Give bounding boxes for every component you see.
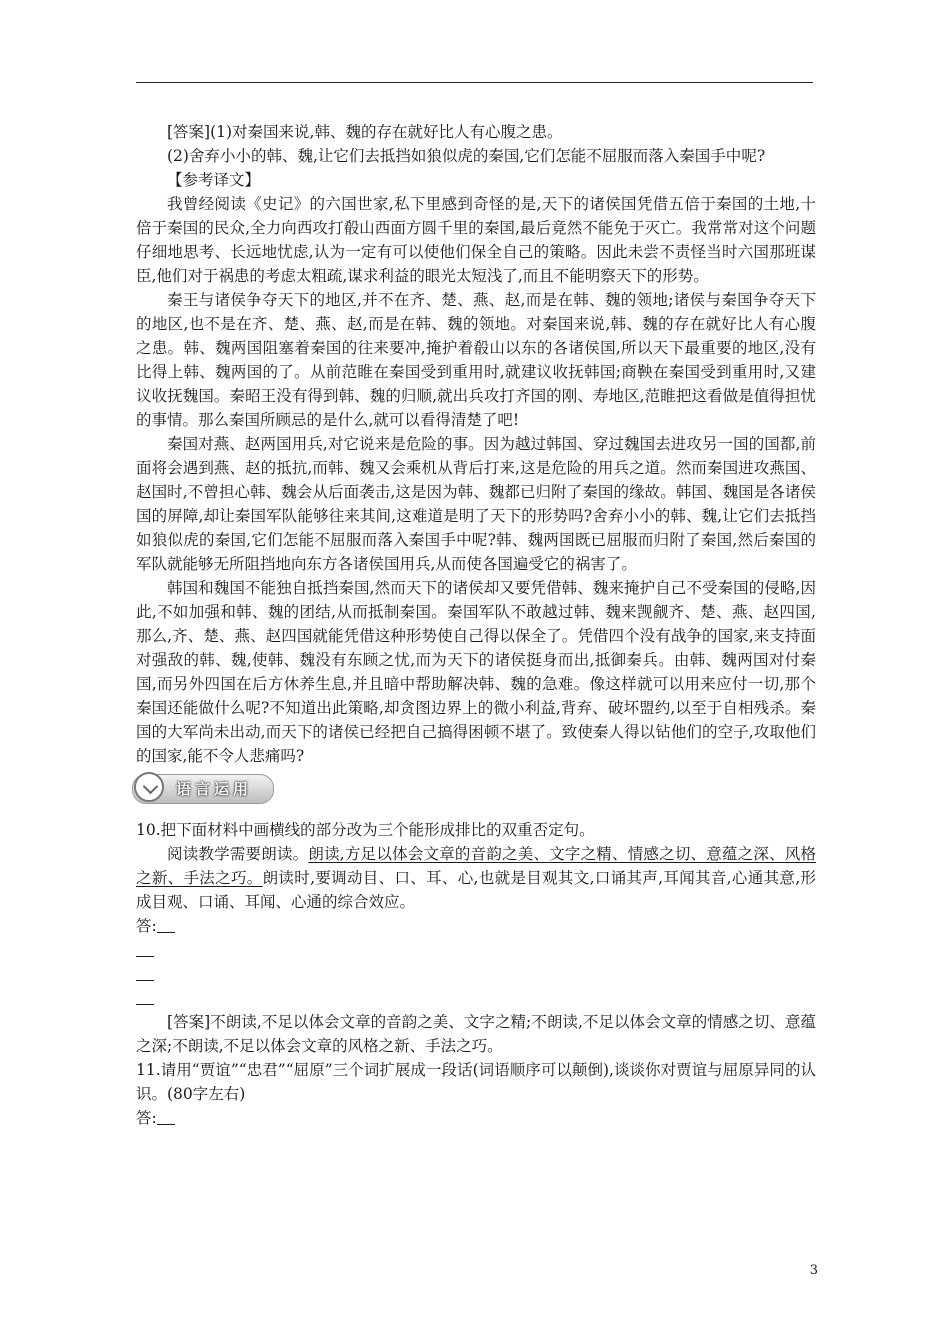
answer-blank[interactable]	[157, 1110, 175, 1125]
question-10-answer: [答案]不朗读,不足以体会文章的音韵之美、文字之精;不朗读,不足以体会文章的情感之切、意蕴之深;不朗读,不足以体会文章的风格之新、手法之巧。	[136, 1013, 816, 1055]
translation-heading: 【参考译文】	[167, 171, 261, 189]
page-body	[136, 120, 816, 1130]
translation-paragraph-1: 我曾经阅读《史记》的六国世家,私下里感到奇怪的是,天下的诸侯国凭借五倍于秦国的土地,十倍于秦国的民众,全力向西攻打殽山西面方圆千里的秦国,最后竟然不能免于灭亡。我常常对这个问题仔细地思考、长远地忧虑,认为一定有可以使他们保全自己的策略。因此未尝不责怪当时六国那班谋臣,他们对于祸患的考虑太粗疏,谋求利益的眼光太短浅了,而且不能明察天下的形势。	[136, 195, 816, 285]
answer-blank[interactable]	[157, 918, 175, 933]
answer-blank-line-3[interactable]	[136, 962, 816, 986]
question-11-answer-line	[136, 1106, 816, 1130]
material-underlined: 朗读,方足以体会文章的音韵之美、文字之精、情感之切、意蕴之深、风格之新、手法之巧。	[136, 845, 816, 887]
answer-line-1: [答案](1)对秦国来说,韩、魏的存在就好比人有心腹之患。	[167, 123, 563, 141]
header-rule	[136, 82, 813, 83]
question-11-prompt: 11.请用“贾谊”“忠君”“屈原”三个词扩展成一段话(词语顺序可以颠倒),谈谈你对贾谊与屈原异同的认识。(80字左右)	[136, 1061, 816, 1103]
chevron-circle-icon	[134, 772, 164, 802]
answer-blank-line-2[interactable]	[136, 938, 816, 962]
question-10-material	[136, 842, 816, 914]
translation-paragraph-3: 秦国对燕、赵两国用兵,对它说来是危险的事。因为越过韩国、穿过魏国去进攻另一国的国都,前面将会遇到燕、赵的抵抗,而韩、魏又会乘机从背后打来,这是危险的用兵之道。然而秦国进攻燕国、赵国时,不曾担心韩、魏会从后面袭击,这是因为韩、魏都已归附了秦国的缘故。韩国、魏国是各诸侯国的屏障,却让秦国军队能够往来其间,这难道是明了天下的形势吗?舍弃小小的韩、魏,让它们去抵挡如狼似虎的秦国,它们怎能不屈服而落入秦国手中呢?韩、魏两国既已屈服而归附了秦国,然后秦国的军队就能够无所阻挡地向东方各诸侯国用兵,从而使各国遍受它的祸害了。	[136, 435, 816, 573]
page-number: 3	[809, 1263, 818, 1278]
question-10-answer-line	[136, 914, 816, 938]
chevron-down-icon	[143, 779, 159, 795]
translation-paragraph-2: 秦王与诸侯争夺天下的地区,并不在齐、楚、燕、赵,而是在韩、魏的领地;诸侯与秦国争夺天下的地区,也不是在齐、楚、燕、赵,而是在韩、魏的领地。对秦国来说,韩、魏的存在就好比人有心腹之患。韩、魏两国阻塞着秦国的往来要冲,掩护着殽山以东的各诸侯国,所以天下最重要的地区,没有比得上韩、魏两国的了。从前范睢在秦国受到重用时,就建议收抚韩国;商鞅在秦国受到重用时,又建议收抚魏国。秦昭王没有得到韩、魏的归顺,就出兵攻打齐国的刚、寿地区,范睢把这看做是值得担忧的事情。那么秦国所顾忌的是什么,就可以看得清楚了吧!	[136, 291, 816, 429]
answer-label: 答:	[136, 1109, 157, 1127]
answer-label: 答:	[136, 917, 157, 935]
answer-blank-line-4[interactable]	[136, 986, 816, 1010]
question-10-prompt: 10.把下面材料中画横线的部分改为三个能形成排比的双重否定句。	[136, 821, 595, 839]
translation-paragraph-4: 韩国和魏国不能独自抵挡秦国,然而天下的诸侯却又要凭借韩、魏来掩护自己不受秦国的侵略,因此,不如加强和韩、魏的团结,从而抵制秦国。秦国军队不敢越过韩、魏来觊觎齐、楚、燕、赵四国,那么,齐、楚、燕、赵四国就能凭借这种形势使自己得以保全了。凭借四个没有战争的国家,来支持面对强敌的韩、魏,使韩、魏没有东顾之忧,而为天下的诸侯挺身而出,抵御秦兵。由韩、魏两国对付秦国,而另外四国在后方休养生息,并且暗中帮助解决韩、魏的急难。像这样就可以用来应付一切,那个秦国还能做什么呢?不知道出此策略,却贪图边界上的微小利益,背弃、破坏盟约,以至于自相残杀。秦国的大军尚未出动,而天下的诸侯已经把自己搞得困顿不堪了。致使秦人得以钻他们的空子,攻取他们的国家,能不令人悲痛吗?	[136, 579, 816, 765]
answer-line-2: (2)舍弃小小的韩、魏,让它们去抵挡如狼似虎的秦国,它们怎能不屈服而落入秦国手中呢?	[167, 147, 766, 165]
banner-label: 语言运用	[176, 780, 253, 798]
material-rest: 朗读时,要调动目、口、耳、心,也就是目观其文,口诵其声,耳闻其音,心通其意,形成目观、口诵、耳闻、心通的综合效应。	[136, 869, 816, 911]
section-banner	[132, 772, 282, 806]
material-intro: 阅读教学需要朗读。	[167, 845, 309, 863]
